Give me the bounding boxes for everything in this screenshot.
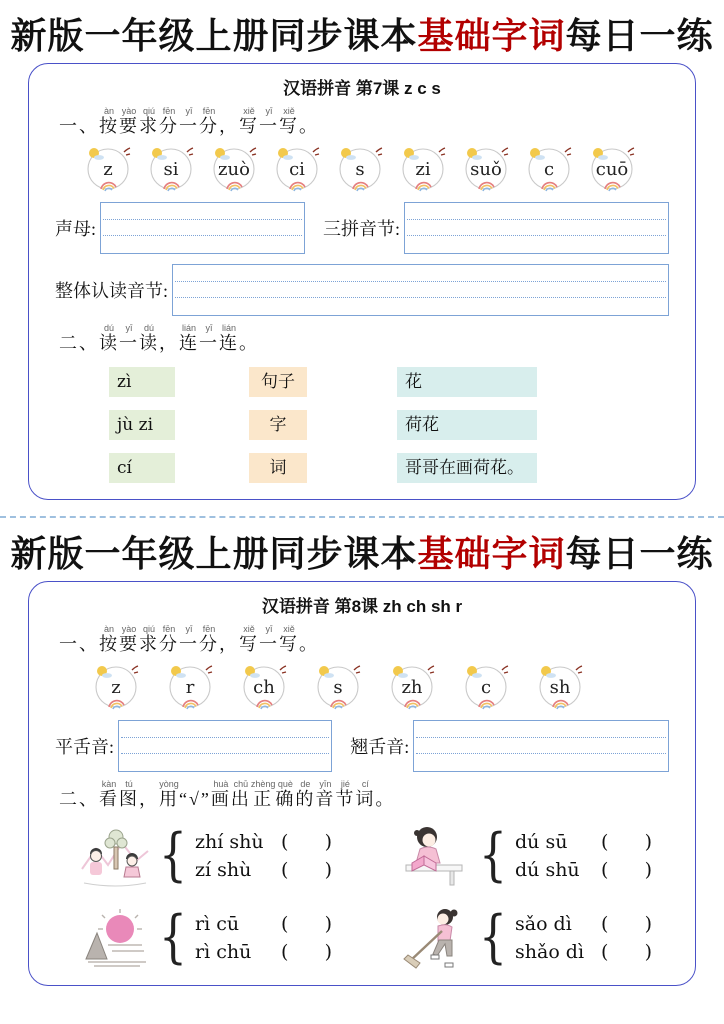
sanpin-label: 三拼音节: xyxy=(323,219,401,239)
match-phrase-item[interactable]: 荷花 xyxy=(397,410,537,440)
title-black-left: 新版一年级上册同步课本 xyxy=(10,534,418,574)
lesson7-question1-heading xyxy=(59,107,675,138)
pinyin-badge xyxy=(589,146,635,192)
pinyin-badge xyxy=(85,146,131,192)
badge-letter: zi xyxy=(415,158,431,180)
syllable-option xyxy=(195,856,332,885)
pinyin-badge xyxy=(400,146,446,192)
match-phrase-item[interactable]: 哥哥在画荷花。 xyxy=(397,453,537,483)
qiaoshe-label: 翘舌音: xyxy=(350,737,410,757)
option-label: shǎo dì xyxy=(515,941,585,963)
pinyin-badge xyxy=(241,664,287,710)
syllable-option xyxy=(195,910,332,939)
match-word-item[interactable]: 字 xyxy=(249,410,307,440)
lesson7-header: 汉语拼音 第7课 z c s xyxy=(283,79,441,98)
option-list xyxy=(515,828,652,885)
option-list xyxy=(195,828,332,885)
lesson8-question1-heading xyxy=(59,625,675,656)
picture-question xyxy=(399,905,675,971)
sanpin-answer-box[interactable] xyxy=(404,202,669,254)
girl-sweeping-illustration xyxy=(399,905,471,971)
match-word-item[interactable]: 词 xyxy=(249,453,307,483)
pinyin-badge xyxy=(389,664,435,710)
lesson8-syllable-badges xyxy=(93,664,675,710)
syllable-option xyxy=(195,828,332,857)
pingshe-label: 平舌音: xyxy=(55,737,115,757)
option-label: dú shū xyxy=(515,859,580,881)
shengmu-fill xyxy=(55,202,305,254)
lesson7-syllable-badges xyxy=(85,146,675,192)
answer-blank[interactable]: ( ) xyxy=(601,830,653,853)
question-text: 按àn要yào求qiú分fēn一yī分fēn，写xiě一yī写xiě。 xyxy=(99,106,319,136)
match-word-item[interactable]: 句子 xyxy=(249,367,307,397)
title-black-right: 每日一练 xyxy=(565,534,714,574)
answer-blank[interactable]: ( ) xyxy=(281,941,333,963)
option-label: zhí shù xyxy=(195,830,264,853)
option-label: dú sū xyxy=(515,830,568,853)
pingshe-answer-box[interactable] xyxy=(118,720,332,772)
syllable-option xyxy=(515,910,652,939)
curly-brace: { xyxy=(159,904,187,971)
pinyin-badge xyxy=(274,146,320,192)
question-text: 按àn要yào求qiú分fēn一yī分fēn，写xiě一yī写xiě。 xyxy=(99,624,319,654)
answer-blank[interactable]: ( ) xyxy=(281,830,333,853)
lesson8-card xyxy=(28,581,696,986)
badge-letter: ci xyxy=(289,158,305,180)
shengmu-label: 声母: xyxy=(55,219,97,239)
title-black-left: 新版一年级上册同步课本 xyxy=(10,16,418,56)
badge-letter: sh xyxy=(549,676,571,698)
badge-letter: suǒ xyxy=(470,158,502,180)
badge-letter: cuō xyxy=(595,158,629,180)
qiaoshe-answer-box[interactable] xyxy=(413,720,669,772)
badge-letter: zh xyxy=(401,676,423,698)
match-phrase-item[interactable]: 花 xyxy=(397,367,537,397)
curly-brace: { xyxy=(479,822,507,889)
answer-blank[interactable]: ( ) xyxy=(601,941,653,963)
answer-blank[interactable]: ( ) xyxy=(601,859,653,881)
lesson7-fill-row-wide xyxy=(55,264,669,316)
syllable-option xyxy=(515,938,652,967)
option-label: rì chū xyxy=(195,941,252,963)
curly-brace: { xyxy=(159,822,187,889)
answer-blank[interactable]: ( ) xyxy=(281,859,333,881)
pinyin-badge xyxy=(337,146,383,192)
option-label: rì cū xyxy=(195,912,240,935)
option-label: sǎo dì xyxy=(515,912,572,935)
qiaoshe-fill xyxy=(350,720,669,772)
page-divider xyxy=(0,516,724,518)
lesson8-fill-row xyxy=(55,720,669,772)
title-highlight: 基础字词 xyxy=(417,534,566,574)
lesson8-question2-heading xyxy=(59,780,675,811)
pinyin-badge xyxy=(148,146,194,192)
pingshe-fill xyxy=(55,720,332,772)
pinyin-badge xyxy=(211,146,257,192)
curly-brace: { xyxy=(479,904,507,971)
page-title-2 xyxy=(0,532,724,577)
pinyin-badge xyxy=(537,664,583,710)
pinyin-badge xyxy=(167,664,213,710)
lesson7-question2-heading xyxy=(59,324,675,355)
match-pinyin-item[interactable]: zì xyxy=(109,367,175,397)
title-black-right: 每日一练 xyxy=(565,16,714,56)
title-highlight: 基础字词 xyxy=(417,16,566,56)
picture-questions xyxy=(79,823,675,971)
match-pinyin-item[interactable]: cí xyxy=(109,453,175,483)
matching-exercise xyxy=(109,367,675,483)
badge-letter: zuò xyxy=(218,158,250,180)
option-list xyxy=(195,910,332,967)
zhengti-label: 整体认读音节: xyxy=(55,281,169,301)
picture-question xyxy=(79,823,399,889)
question-number: 二、 xyxy=(59,333,99,353)
shengmu-answer-box[interactable] xyxy=(100,202,305,254)
lesson7-fill-row xyxy=(55,202,669,254)
sanpin-fill xyxy=(323,202,669,254)
pinyin-badge xyxy=(526,146,572,192)
pinyin-badge xyxy=(463,664,509,710)
page-title xyxy=(0,14,724,59)
question-number: 一、 xyxy=(59,634,99,654)
badge-letter: c xyxy=(480,676,492,698)
zhengti-answer-box[interactable] xyxy=(172,264,669,316)
badge-letter: ch xyxy=(253,676,275,698)
syllable-option xyxy=(195,938,332,967)
badge-letter: s xyxy=(333,676,343,698)
pinyin-badge xyxy=(315,664,361,710)
question-number: 一、 xyxy=(59,116,99,136)
lesson8-header: 汉语拼音 第8课 zh ch sh r xyxy=(261,597,463,616)
pinyin-badge xyxy=(463,146,509,192)
pinyin-badge xyxy=(93,664,139,710)
picture-question xyxy=(399,823,675,889)
badge-letter: s xyxy=(355,158,365,180)
picture-question xyxy=(79,905,399,971)
question-text: 读dú一yī读dú，连lián一yī连lián。 xyxy=(99,323,259,353)
badge-letter: z xyxy=(111,676,121,698)
badge-letter: si xyxy=(163,158,179,180)
answer-blank[interactable]: ( ) xyxy=(281,912,333,935)
lesson7-card xyxy=(28,63,696,500)
option-list xyxy=(515,910,652,967)
girl-reading-illustration xyxy=(399,823,471,889)
badge-letter: r xyxy=(185,676,195,698)
zhengti-fill xyxy=(55,264,669,316)
syllable-option xyxy=(515,856,652,885)
question-text: 看kàn图tú，用yòng“√”画huà出chū正zhèng确què的de音yīn节jié词cí。 xyxy=(99,779,396,809)
question-number: 二、 xyxy=(59,789,99,809)
sunrise-illustration xyxy=(79,905,151,971)
badge-letter: c xyxy=(543,158,555,180)
syllable-option xyxy=(515,828,652,857)
answer-blank[interactable]: ( ) xyxy=(601,912,653,935)
tree-planting-illustration xyxy=(79,823,151,889)
badge-letter: z xyxy=(103,158,113,180)
option-label: zí shù xyxy=(195,859,252,881)
match-pinyin-item[interactable]: jù zi xyxy=(109,410,175,440)
